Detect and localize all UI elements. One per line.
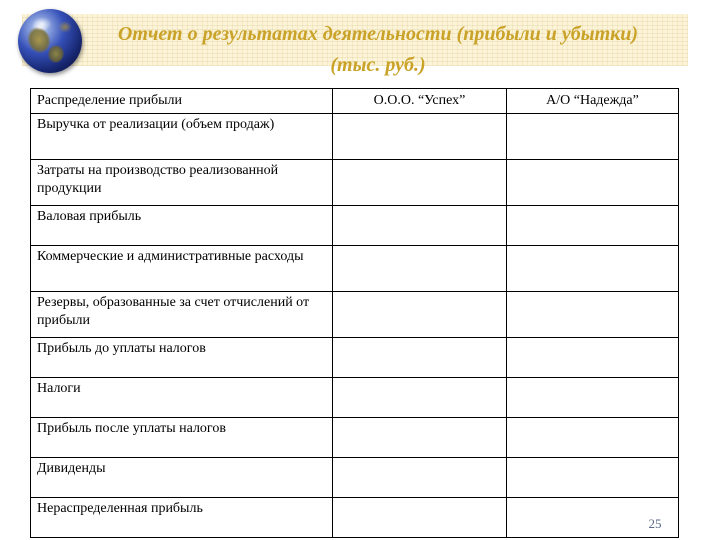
table-row (31, 498, 679, 538)
row-label: Прибыль до уплаты налогов (31, 338, 333, 378)
table-row (31, 378, 679, 418)
table-row (31, 114, 679, 160)
table-row (31, 292, 679, 338)
cell-nadezhda (507, 114, 679, 160)
page-number: 25 (648, 516, 662, 531)
cell-nadezhda (507, 418, 679, 458)
table-header-row (31, 89, 679, 114)
cell-nadezhda (507, 246, 679, 292)
row-label: Валовая прибыль (31, 206, 333, 246)
cell-uspekh (333, 246, 507, 292)
header-company-uspekh: О.О.О. “Успех” (333, 89, 507, 114)
cell-uspekh (333, 206, 507, 246)
header-company-nadezhda: А/О “Надежда” (507, 89, 679, 114)
cell-uspekh (333, 418, 507, 458)
row-label: Затраты на производство реализованной продукции (31, 160, 333, 206)
header-profit-distribution: Распределение прибыли (31, 89, 333, 114)
row-label: Нераспределенная прибыль (31, 498, 333, 538)
row-label: Дивиденды (31, 458, 333, 498)
row-label: Выручка от реализации (объем продаж) (31, 114, 333, 160)
cell-nadezhda (507, 160, 679, 206)
cell-nadezhda (507, 292, 679, 338)
slide-title: Отчет о результатах деятельности (прибыли и убытки) (117, 23, 639, 45)
cell-uspekh (333, 292, 507, 338)
cell-nadezhda (507, 378, 679, 418)
cell-nadezhda (507, 206, 679, 246)
table-row (31, 206, 679, 246)
table-row (31, 246, 679, 292)
cell-uspekh (333, 458, 507, 498)
cell-uspekh (333, 378, 507, 418)
row-label: Прибыль после уплаты налогов (31, 418, 333, 458)
slide-subtitle-units: (тыс. руб.) (330, 54, 426, 76)
table-row (31, 160, 679, 206)
cell-uspekh (333, 338, 507, 378)
row-label: Коммерческие и административные расходы (31, 246, 333, 292)
cell-uspekh (333, 498, 507, 538)
table-row (31, 418, 679, 458)
row-label: Налоги (31, 378, 333, 418)
cell-uspekh (333, 114, 507, 160)
cell-nadezhda (507, 458, 679, 498)
cell-nadezhda (507, 338, 679, 378)
cell-uspekh (333, 160, 507, 206)
table-row (31, 338, 679, 378)
table-row (31, 458, 679, 498)
profit-loss-table (30, 88, 679, 538)
row-label: Резервы, образованные за счет отчислений от прибыли (31, 292, 333, 338)
